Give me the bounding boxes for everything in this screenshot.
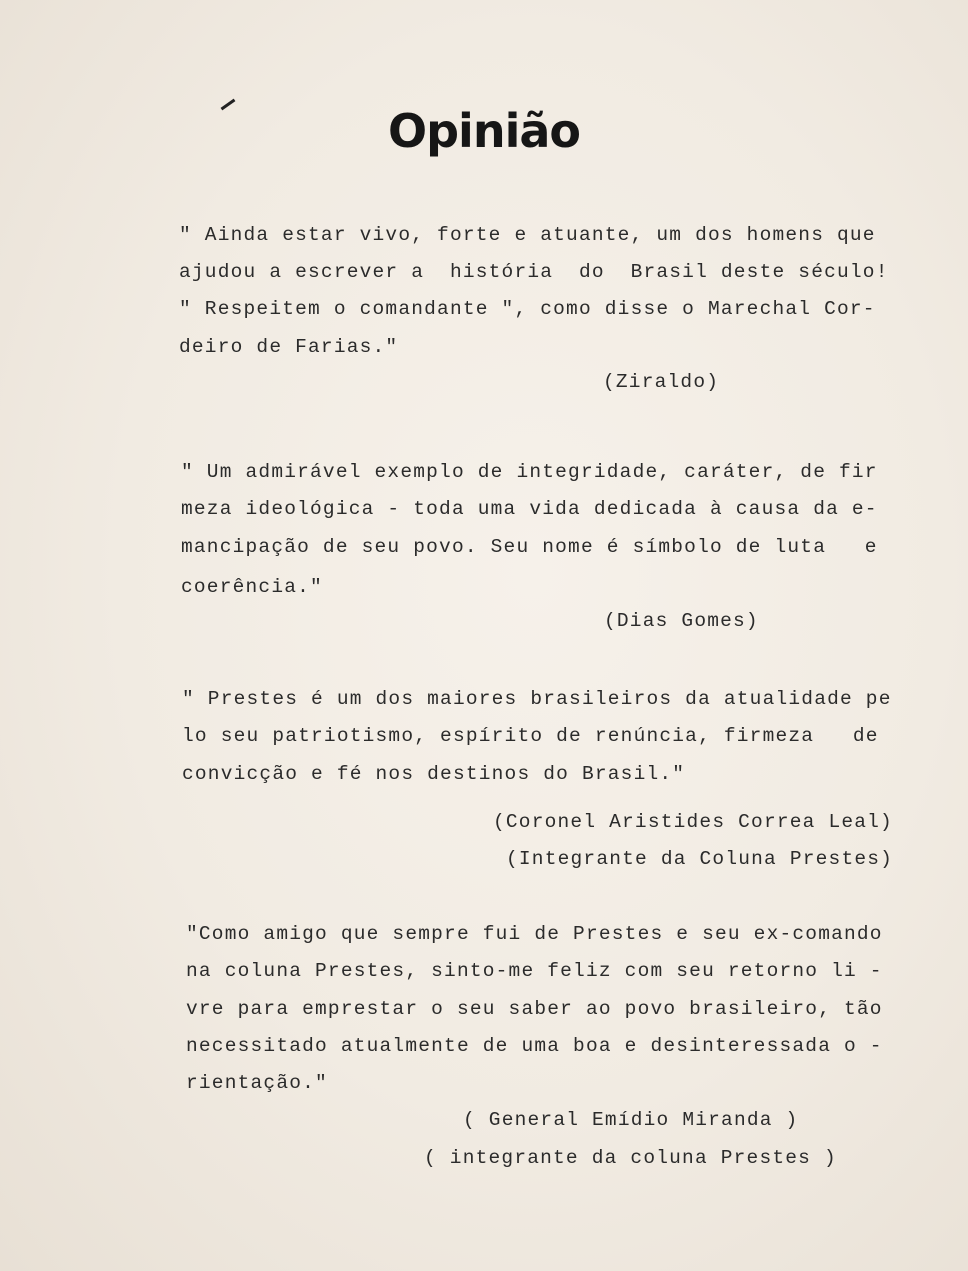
attribution-sub: ( integrante da coluna Prestes ) xyxy=(424,1147,837,1169)
quote-line: convicção e fé nos destinos do Brasil." xyxy=(182,763,686,785)
quote-line: " Prestes é um dos maiores brasileiros da atualidade pe xyxy=(182,688,892,710)
quote-line: "Como amigo que sempre fui de Prestes e seu ex-comando xyxy=(186,923,883,945)
attribution: (Coronel Aristides Correa Leal) xyxy=(493,811,893,833)
page-title: Opinião xyxy=(388,104,580,158)
quote-line: " Respeitem o comandante ", como disse o Marechal Cor- xyxy=(179,298,876,320)
quote-line: meza ideológica - toda uma vida dedicada à causa da e- xyxy=(181,498,878,520)
quote-line: deiro de Farias." xyxy=(179,336,399,358)
quote-line: ajudou a escrever a história do Brasil deste século! xyxy=(179,261,889,283)
quote-line: na coluna Prestes, sinto-me feliz com seu retorno li - xyxy=(186,960,883,982)
quote-line: mancipação de seu povo. Seu nome é símbolo de luta e xyxy=(181,536,878,558)
quote-line: " Um admirável exemplo de integridade, caráter, de fir xyxy=(181,461,878,483)
quote-line: necessitado atualmente de uma boa e desinteressada o - xyxy=(186,1035,883,1057)
attribution: ( General Emídio Miranda ) xyxy=(463,1109,799,1131)
quote-line: vre para emprestar o seu saber ao povo brasileiro, tão xyxy=(186,998,883,1020)
quote-line: rientação." xyxy=(186,1072,328,1094)
quote-line: " Ainda estar vivo, forte e atuante, um dos homens que xyxy=(179,224,876,246)
attribution-sub: (Integrante da Coluna Prestes) xyxy=(506,848,894,870)
attribution: (Dias Gomes) xyxy=(604,610,759,632)
quote-line: lo seu patriotismo, espírito de renúncia, firmeza de xyxy=(182,725,879,747)
attribution: (Ziraldo) xyxy=(603,371,720,393)
quote-line: coerência." xyxy=(181,576,323,598)
